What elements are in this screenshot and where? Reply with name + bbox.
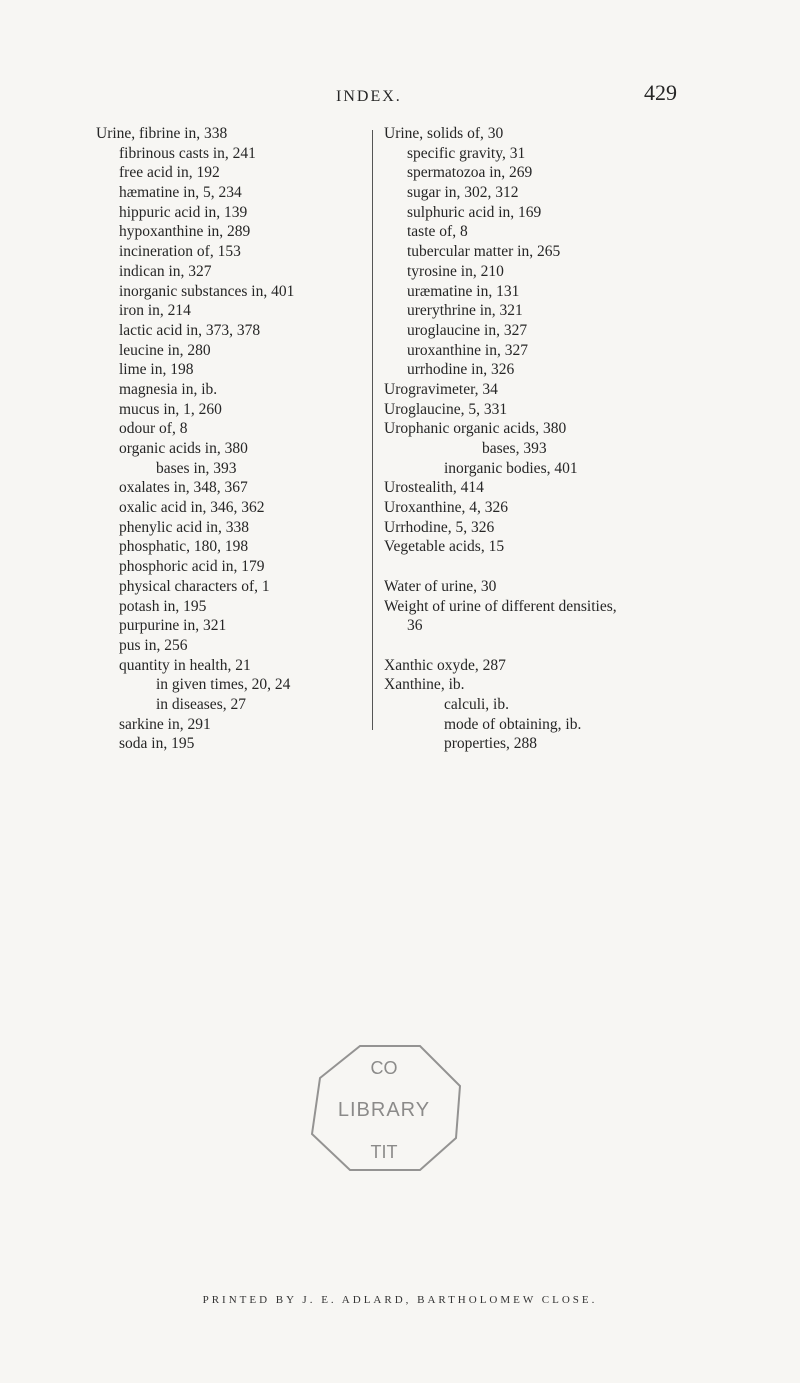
index-entry: bases, 393 [482,440,547,457]
page-title: INDEX. [336,88,402,105]
index-entry: calculi, ib. [444,695,509,713]
index-entry: urerythrine in, 321 [407,302,523,320]
index-entry: Urine, solids of, 30 [384,125,504,142]
index-entry: leucine in, 280 [119,341,211,359]
index-entry: sarkine in, 291 [119,715,211,733]
index-entry: purpurine in, 321 [119,617,227,635]
index-entry: Vegetable acids, 15 [384,538,505,556]
index-entry: phosphatic, 180, 198 [119,538,249,556]
index-entry: tyrosine in, 210 [407,262,504,280]
stamp-bottom-text: TIT [370,1142,398,1162]
index-entry: mucus in, 1, 260 [119,400,222,418]
index-entry: specific gravity, 31 [407,144,526,162]
index-entry: odour of, 8 [119,420,188,438]
index-entry: sugar in, 302, 312 [407,184,519,202]
index-entry: Urrhodine, 5, 326 [384,518,495,536]
index-entry: sulphuric acid in, 169 [407,203,542,221]
index-entry: magnesia in, ib. [119,380,218,398]
index-entry: in given times, 20, 24 [156,676,291,694]
index-entry: hæmatine in, 5, 234 [119,184,242,202]
index-entry: lactic acid in, 373, 378 [119,321,261,339]
index-entry: uræmatine in, 131 [407,282,520,300]
index-entry: fibrinous casts in, 241 [119,144,256,162]
index-column-left [96,124,366,754]
index-entry: iron in, 214 [119,302,191,320]
index-entry: mode of obtaining, ib. [444,715,582,733]
blank-line [384,636,714,656]
index-entry: lime in, 198 [119,361,194,379]
index-entry: taste of, 8 [407,223,468,241]
printer-imprint: PRINTED BY J. E. ADLARD, BARTHOLOMEW CLOSE. [202,1294,598,1306]
index-entry: incineration of, 153 [119,243,241,261]
index-entry: uroglaucine in, 327 [407,321,528,339]
index-column-right [384,124,714,754]
index-entry: inorganic substances in, 401 [119,282,295,300]
column-divider [372,130,373,730]
index-entry: pus in, 256 [119,636,188,654]
index-entry: tubercular matter in, 265 [407,243,561,261]
index-entry: Xanthic oxyde, 287 [384,656,506,674]
index-entry: inorganic bodies, 401 [444,459,578,477]
index-entry: phosphoric acid in, 179 [119,558,265,576]
stamp-library-text: LIBRARY [337,1099,431,1121]
index-entry: 36 [407,617,423,635]
index-entry: quantity in health, 21 [119,656,251,674]
index-entry: Uroxanthine, 4, 326 [384,499,508,517]
index-entry: bases in, 393 [156,459,237,477]
index-entry: physical characters of, 1 [119,577,270,595]
index-entry: properties, 288 [444,735,537,753]
index-entry: soda in, 195 [119,735,195,753]
index-entry: in diseases, 27 [156,695,246,713]
page-number: 429 [644,80,677,105]
index-entry: urrhodine in, 326 [407,361,515,379]
index-entry: Urostealith, 414 [384,479,484,497]
blank-line [384,557,714,577]
stamp-top-text: CO [370,1058,398,1078]
index-entry: oxalates in, 348, 367 [119,479,248,497]
index-entry: potash in, 195 [119,597,207,615]
index-entry: organic acids in, 380 [119,440,248,457]
library-stamp [300,1038,470,1178]
index-entry: spermatozoa in, 269 [407,164,533,182]
index-entry: indican in, 327 [119,262,212,280]
index-entry: hypoxanthine in, 289 [119,223,251,241]
index-entry: Water of urine, 30 [384,577,497,595]
index-entry: uroxanthine in, 327 [407,341,528,359]
index-entry: phenylic acid in, 338 [119,518,249,536]
index-entry: oxalic acid in, 346, 362 [119,499,265,517]
index-entry: Urophanic organic acids, 380 [384,420,567,438]
index-entry: Weight of urine of different densities, [384,597,617,615]
index-entry: Urogravimeter, 34 [384,380,498,398]
index-entry: Urine, fibrine in, 338 [96,125,228,142]
index-entry: Xanthine, ib. [384,676,465,694]
page-header [0,80,800,110]
index-entry: free acid in, 192 [119,164,220,182]
index-entry: hippuric acid in, 139 [119,203,248,221]
index-entry: Uroglaucine, 5, 331 [384,400,508,418]
